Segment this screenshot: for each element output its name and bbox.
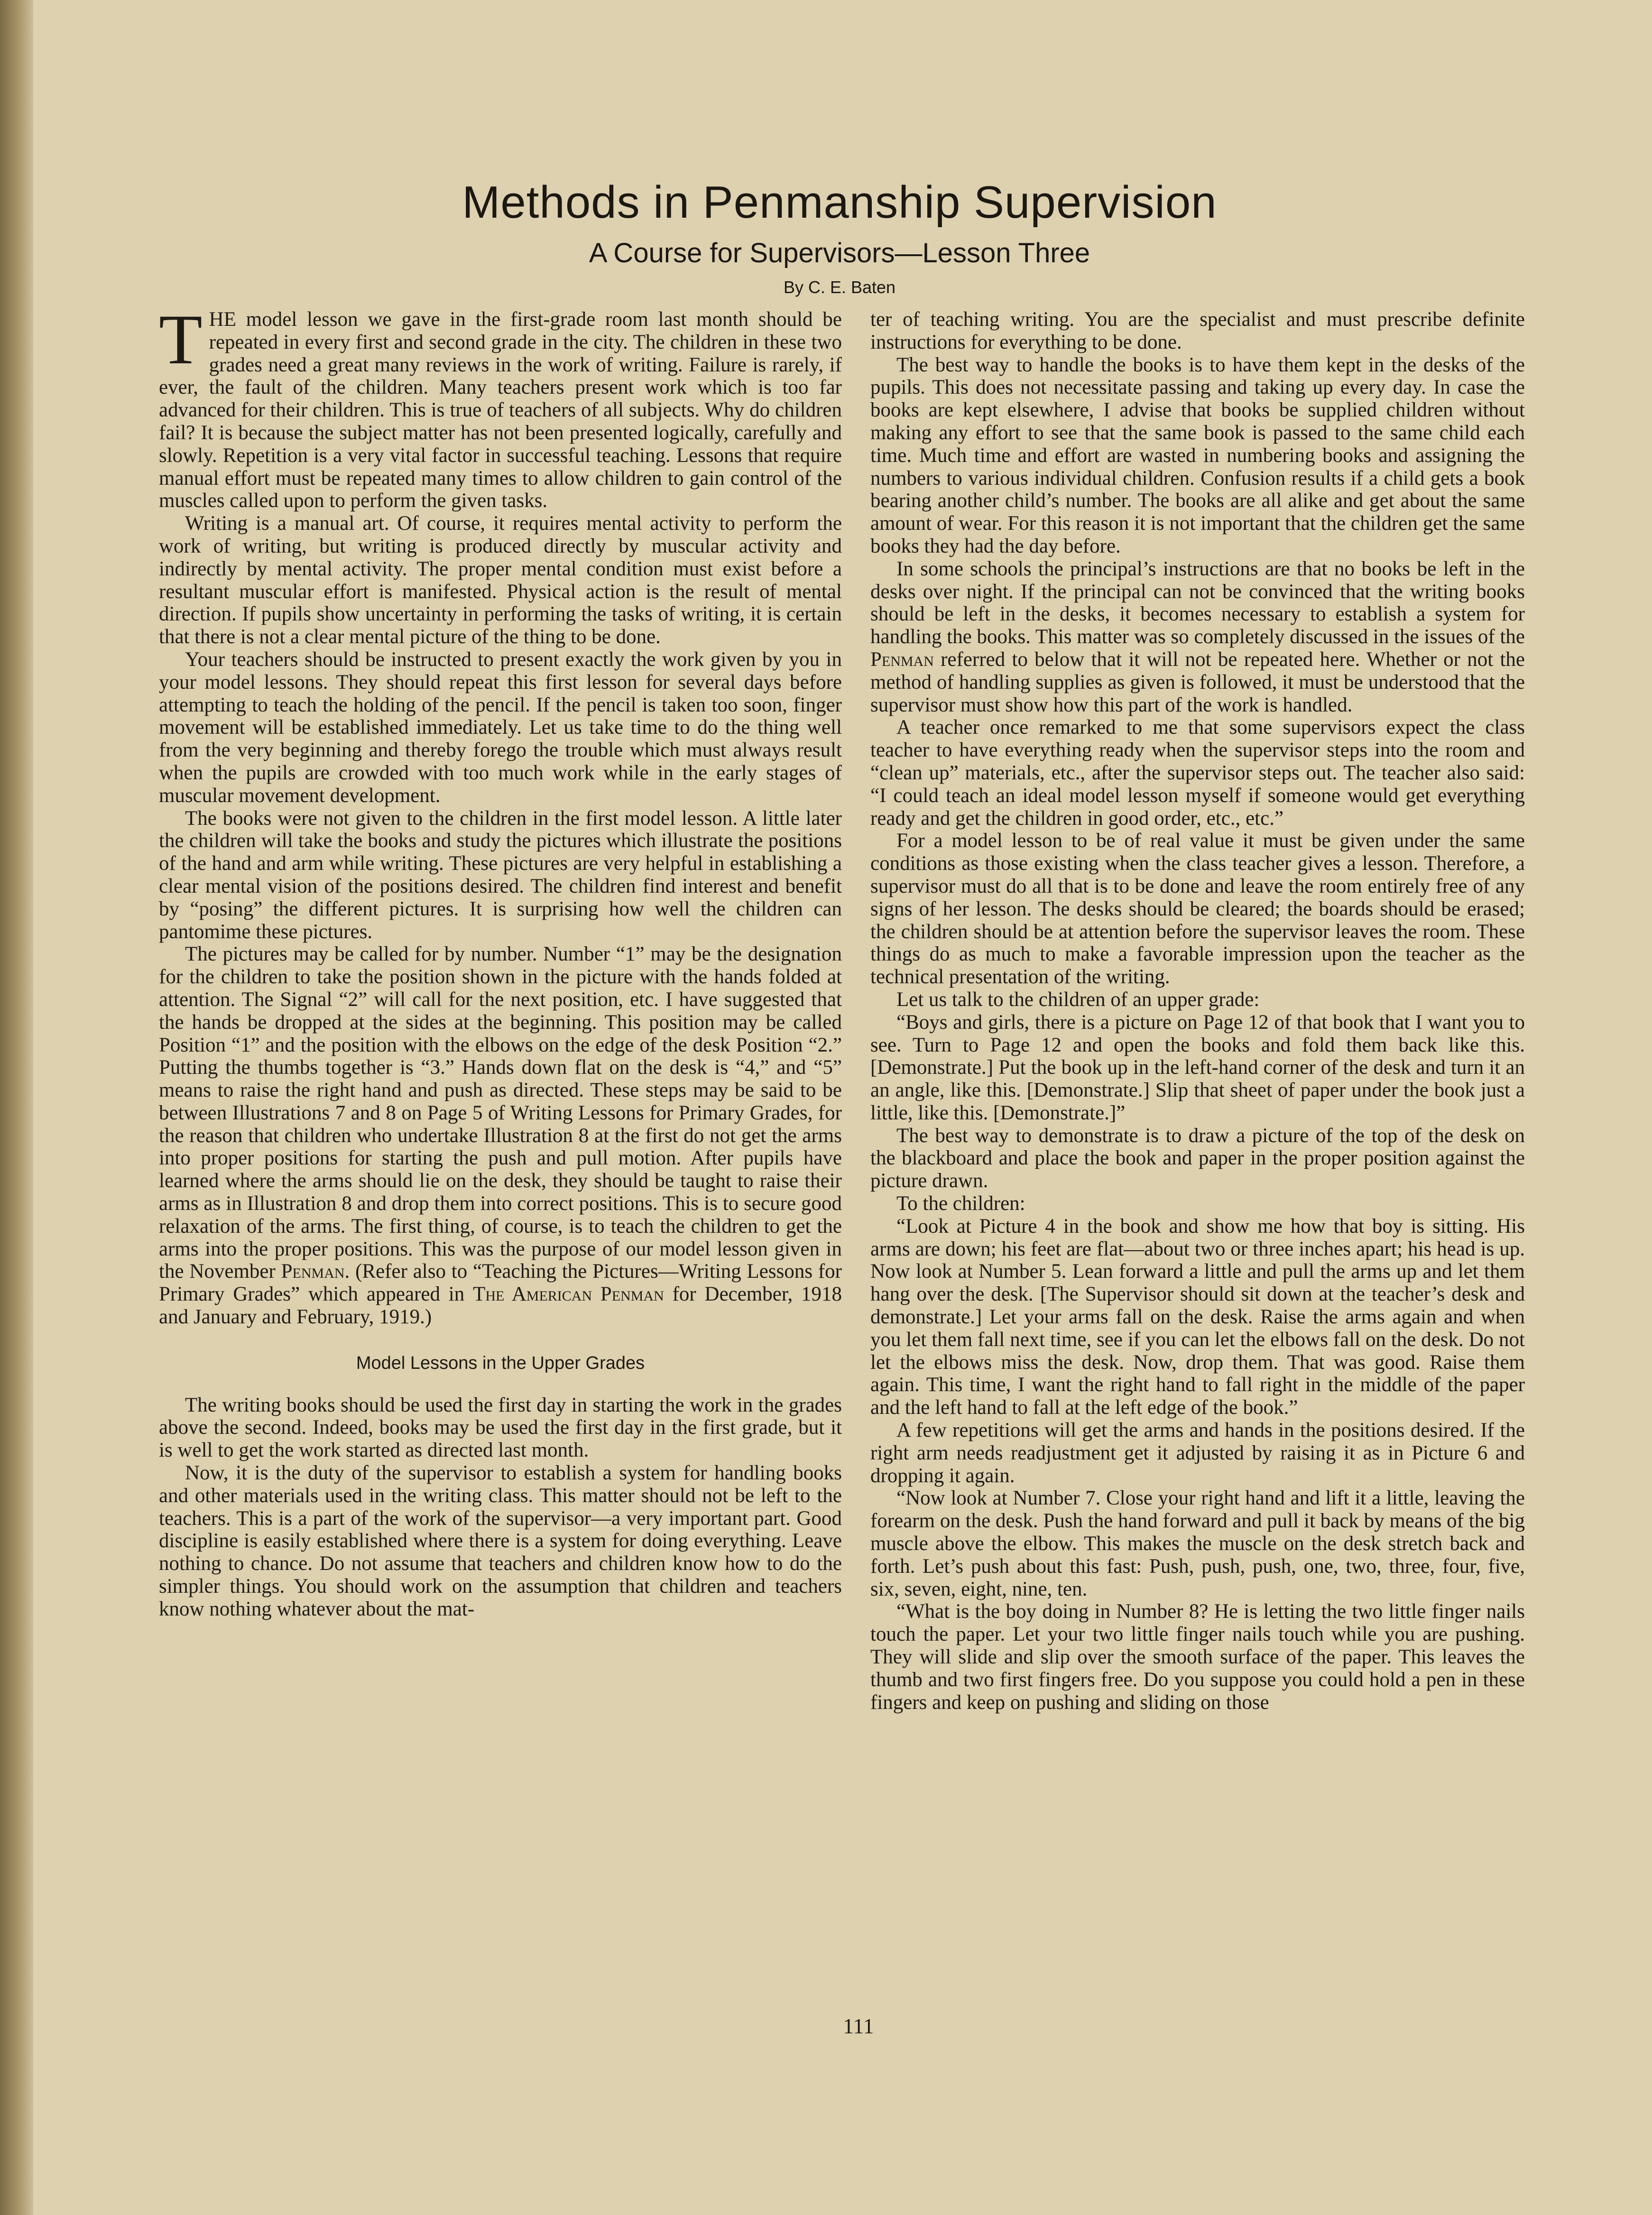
paragraph: Your teachers should be instructed to present exactly the work given by you in your model lessons. They should repeat this first lesson for several days before attempting to teach the holding of the pencil. If the pencil is taken too soon, finger movement will be established immediately. Let us take time to do the thing well from the very beginning and thereby forego the trouble which must always result when the pupils are crowded with too much work while in the early stages of muscular movement development. <box>159 648 842 807</box>
paragraph: “Now look at Number 7. Close your right hand and lift it a little, leaving the forearm on the desk. Push the hand forward and pull it back by means of the big muscle above the elbow. This makes the muscle on the desk stretch back and forth. Let’s push about this fast: Push, push, push, one, two, three, four, five, six, seven, eight, nine, ten. <box>870 1487 1525 1600</box>
paragraph: “Look at Picture 4 in the book and show me how that boy is sitting. His arms are down; his feet are flat—about two or three inches apart; his head is up. Now look at Number 5. Lean forward a little and pull the arms up and let them hang over the desk. [The Supervisor should sit down at the teacher’s desk and demonstrate.] Let your arms fall on the desk. Raise the arms again and when you let them fall next time, see if you can let the elbows fall on the desk. Do not let the elbows miss the desk. Now, drop them. That was good. Raise them again. This time, I want the right hand to fall right in the middle of the paper and the left hand to fall at the left edge of the book.” <box>870 1215 1525 1419</box>
paragraph: For a model lesson to be of real value it must be given under the same conditions as those existing when the class teacher gives a lesson. Therefore, a supervisor must do all that is to be done and leave the room entirely free of any signs of her lesson. The desks should be cleared; the boards should be erased; the children should be at attention before the supervisor leaves the room. These things do as much to make a favorable impression upon the teacher as the technical presentation of the writing. <box>870 830 1525 988</box>
paragraph: A few repetitions will get the arms and hands in the positions desired. If the right arm needs readjustment get it adjusted by raising it as in Picture 6 and dropping it again. <box>870 1419 1525 1487</box>
page-number: 111 <box>843 2014 874 2038</box>
paragraph <box>159 308 842 512</box>
paragraph-text: for December, 1918 and January and February, 1919.) <box>159 1283 842 1329</box>
article-subtitle: A Course for Supervisors—Lesson Three <box>589 238 1090 268</box>
article-title: Methods in Penmanship Supervision <box>462 177 1217 228</box>
paragraph: ter of teaching writing. You are the specialist and must prescribe definite instructions for everything to be done. <box>870 308 1525 353</box>
book-spine-shadow <box>0 0 33 2215</box>
paragraph: Let us talk to the children of an upper grade: <box>896 988 1260 1011</box>
publication-name: Penman <box>281 1260 345 1283</box>
paragraph-text: In some schools the principal’s instructions are that no books be left in the desks over night. If the principal can not be convinced that the writing books should be left in the desks, it becomes necessary to establish a system for handling the books. This matter was so completely discussed in the issues of the <box>870 557 1525 648</box>
paragraph: The writing books should be used the first day in starting the work in the grades above the second. Indeed, books may be used the first day in the first grade, but it is well to get the work started as directed last month. <box>159 1394 842 1462</box>
left-text-column <box>159 308 842 2025</box>
paragraph-text: HE model lesson we gave in the first-grade room last month should be repeated in every first and second grade in the city. The children in these two grades need a great many reviews in the work of writing. Failure is rarely, if ever, the fault of the children. Many teachers present work which is too far advanced for their children. This is true of teachers of all subjects. Why do children fail? It is because the subject matter has not been presented logically, carefully and slowly. Repetition is a very vital factor in successful teaching. Lessons that require manual effort must be repeated many times to allow children to gain control of the muscles called upon to perform the given tasks. <box>159 308 842 512</box>
paragraph: Writing is a manual art. Of course, it requires mental activity to perform the work of writing, but writing is produced directly by muscular activity and indirectly by mental activity. The proper mental condition must exist before a resultant muscular effort is manifested. Physical action is the result of mental direction. If pupils show uncertainty in performing the tasks of writing, it is certain that there is not a clear mental picture of the thing to be done. <box>159 512 842 648</box>
paragraph: The best way to demonstrate is to draw a picture of the top of the desk on the blackboard and place the book and paper in the proper position against the picture drawn. <box>870 1124 1525 1192</box>
paragraph: Now, it is the duty of the supervisor to establish a system for handling books and other materials used in the writing class. This matter should not be left to the teachers. This is a part of the work of the supervisor—a very important part. Good discipline is easily established where there is a system for doing everything. Leave nothing to chance. Do not assume that teachers and children know how to do the simpler things. You should work on the assumption that children and teachers know nothing whatever about the mat- <box>159 1462 842 1620</box>
paragraph: The books were not given to the children in the first model lesson. A little later the children will take the books and study the pictures which illustrate the positions of the hand and arm while writing. These pictures are very helpful in establishing a clear mental vision of the positions desired. The children find interest and benefit by “posing” the different pictures. It is surprising how well the children can pantomime these pictures. <box>159 807 842 943</box>
article-byline: By C. E. Baten <box>783 277 896 297</box>
paragraph: “Boys and girls, there is a picture on Page 12 of that book that I want you to see. Turn to Page 12 and open the books and fold them back like this. [Demonstrate.] Put the book up in the left-hand corner of the desk and turn it an an angle, like this. [Demonstrate.] Slip that sheet of paper under the book just a little, like this. [Demonstrate.]” <box>870 1011 1525 1124</box>
paragraph: The best way to handle the books is to have them kept in the desks of the pupils. This does not necessitate passing and taking up every day. In case the books are kept elsewhere, I advise that books be supplied children without making any effort to see that the same book is passed to the same child each time. Much time and effort are wasted in numbering books and assigning the numbers to various individual children. Confusion results if a child gets a book bearing another child’s number. The books are all alike and get about the same amount of wear. For this reason it is not important that the children get the same books they had the day before. <box>870 353 1525 557</box>
paragraph <box>159 943 842 1329</box>
paragraph-text: . (Refer also to “Teaching the Pictures—Writing Lessons for Primary Grades” which appeared in <box>159 1260 842 1306</box>
paragraph-text: The pictures may be called for by number. Number “1” may be the designation for the children to take the position shown in the picture with the hands folded at attention. The Signal “2” will call for the next position, etc. I have suggested that the hands be dropped at the sides at the beginning. This position may be called Position “1” and the position with the elbows on the edge of the desk Position “2.” Putting the thumbs together is “3.” Hands down flat on the desk is “4,” and “5” means to raise the right hand and push as directed. These steps may be said to be between Illustrations 7 and 8 on Page 5 of Writing Lessons for Primary Grades, for the reason that children who undertake Illustration 8 at the first do not get the arms into proper positions for starting the push and pull motion. After pupils have learned where the arms should lie on the desk, they should be taught to raise their arms as in Illustration 8 and drop them into correct positions. This is to secure good relaxation of the arms. The first thing, of course, is to teach the children to get the arms into the proper positions. This was the purpose of our model lesson given in the November <box>159 943 842 1283</box>
paragraph: “What is the boy doing in Number 8? He is letting the two little finger nails touch the paper. Let your two little finger nails touch while you are pushing. They will slide and slip over the smooth surface of the paper. This leaves the thumb and two first fingers free. Do you suppose you could hold a pen in these fingers and keep on pushing and sliding on those <box>870 1600 1525 1714</box>
drop-cap: T <box>159 308 203 379</box>
paragraph <box>870 558 1525 717</box>
right-text-column <box>870 308 1525 2025</box>
section-heading: Model Lessons in the Upper Grades <box>356 1353 645 1373</box>
publication-name: The American Penman <box>473 1283 664 1306</box>
publication-name: Penman <box>870 648 934 671</box>
paragraph-text: referred to below that it will not be repeated here. Whether or not the method of handling supplies as given is followed, it must be understood that the supervisor must show how this part of the work is handled. <box>870 648 1525 716</box>
paragraph: To the children: <box>896 1192 1025 1215</box>
magazine-page <box>33 0 1652 2215</box>
paragraph: A teacher once remarked to me that some supervisors expect the class teacher to have everything ready when the supervisor steps into the room and “clean up” materials, etc., after the supervisor steps out. The teacher also said: “I could teach an ideal model lesson myself if someone would get everything ready and get the children in good order, etc., etc.” <box>870 716 1525 830</box>
